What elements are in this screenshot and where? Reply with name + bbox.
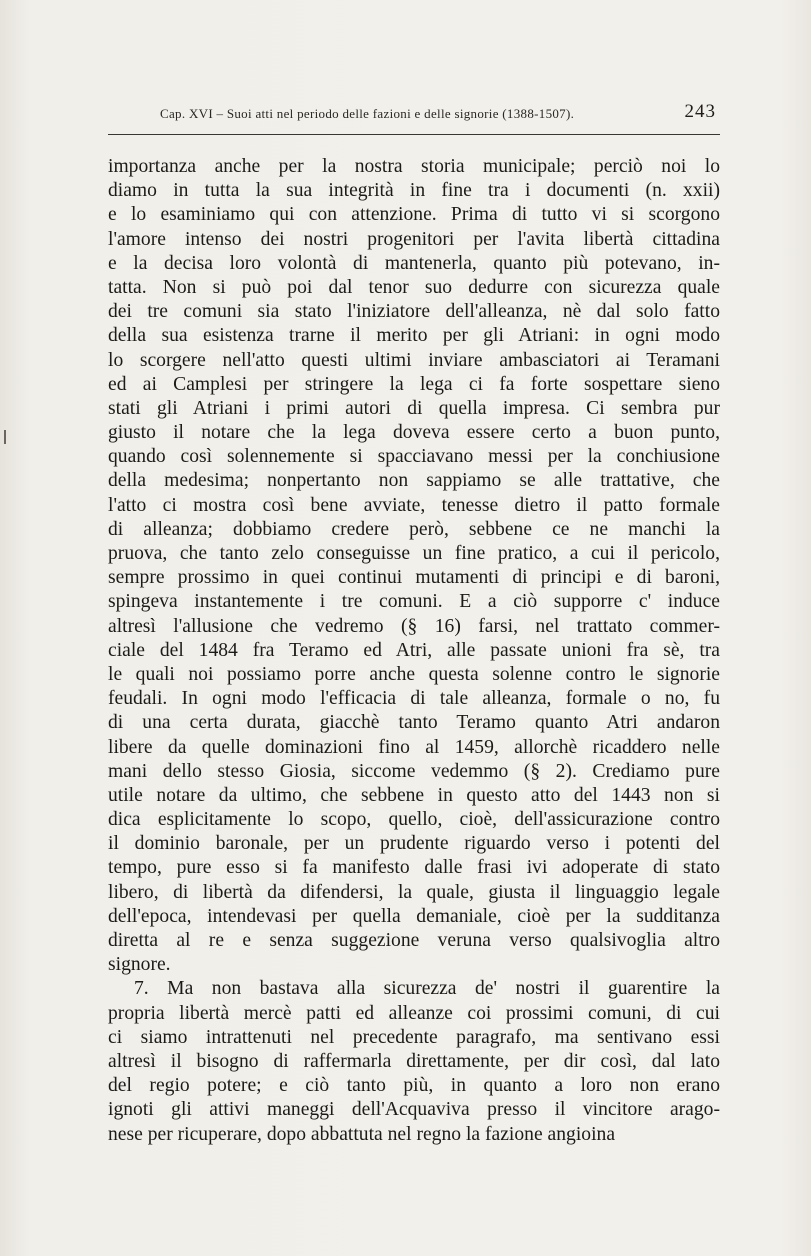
text-line: e lo esaminiamo qui con attenzione. Prima di tutto vi si scorgono — [108, 204, 720, 226]
text-line: signore. — [108, 954, 171, 976]
text-line: lo scorgere nell'atto questi ultimi inviare ambasciatori ai Teramani — [108, 349, 720, 371]
margin-mark — [4, 430, 6, 444]
text-line: quando così solennemente si spacciavano messi per la conchiusione — [108, 446, 720, 468]
text-line: propria libertà mercè patti ed alleanze coi prossimi comuni, di cui — [108, 1002, 720, 1024]
text-line: della sua esistenza trarne il merito per gli Atriani: in ogni modo — [108, 325, 720, 347]
text-line: ciale del 1484 fra Teramo ed Atri, alle passate unioni fra sè, tra — [108, 639, 720, 661]
page-number: 243 — [684, 101, 716, 122]
text-line: l'atto ci mostra così bene avviate, tenesse dietro il patto formale — [108, 494, 720, 516]
text-line: di alleanza; dobbiamo credere però, sebbene ce ne manchi la — [108, 518, 720, 540]
running-head: Cap. XVI – Suoi atti nel periodo delle fazioni e delle signorie (1388-1507). — [160, 106, 575, 121]
text-line: libere da quelle dominazioni fino al 1459, allorchè ricaddero nelle — [108, 736, 720, 758]
text-line: 7. Ma non bastava alla sicurezza de' nostri il guarentire la — [134, 978, 720, 1000]
text-line: diamo in tutta la sua integrità in fine tra i documenti (n. xxii) — [108, 180, 720, 202]
text-line: nese per ricuperare, dopo abbattuta nel regno la fazione angioina — [108, 1123, 616, 1145]
text-line: sempre prossimo in quei continui mutamenti di principi e di baroni, — [108, 567, 720, 589]
text-line: dica esplicitamente lo scopo, quello, cioè, dell'assicurazione contro — [108, 809, 720, 831]
text-line: altresì il bisogno di raffermarla direttamente, per dir così, dal lato — [108, 1050, 720, 1072]
text-line: tatta. Non si può poi dal tenor suo dedurre con sicurezza quale — [108, 276, 720, 298]
text-line: della medesima; nonpertanto non sappiamo se alle trattative, che — [108, 470, 720, 492]
page-header — [108, 103, 720, 129]
text-line: l'amore intenso dei nostri progenitori per l'avita libertà cittadina — [108, 228, 720, 250]
text-line: stati gli Atriani i primi autori di quella impresa. Ci sembra pur — [108, 397, 720, 419]
text-line: ignoti gli attivi maneggi dell'Acquaviva presso il vincitore arago- — [108, 1099, 720, 1121]
text-line: diretta al re e senza suggezione veruna verso qualsivoglia altro — [108, 930, 720, 951]
text-line: ci siamo intrattenuti nel precedente paragrafo, ma sentivano essi — [108, 1026, 720, 1048]
text-line: del regio potere; e ciò tanto più, in quanto a loro non erano — [108, 1075, 720, 1097]
text-line: pruova, che tanto zelo conseguisse un fine pratico, a cui il pericolo, — [108, 543, 720, 564]
text-line: mani dello stesso Giosia, siccome vedemmo (§ 2). Crediamo pure — [108, 760, 720, 782]
text-line: dell'epoca, intendevasi per quella demaniale, cioè per la sudditanza — [108, 905, 720, 927]
header-rule — [108, 134, 720, 135]
text-line: libero, di libertà da difendersi, la quale, giusta il linguaggio legale — [108, 881, 720, 903]
text-line: di una certa durata, giacchè tanto Teramo quanto Atri andaron — [108, 712, 720, 734]
text-line: feudali. In ogni modo l'efficacia di tale alleanza, formale o no, fu — [108, 688, 720, 710]
text-line: il dominio baronale, per un prudente riguardo verso i potenti del — [108, 833, 720, 855]
text-line: importanza anche per la nostra storia municipale; perciò noi lo — [108, 156, 720, 177]
text-line: e la decisa loro volontà di mantenerla, quanto più potevano, in- — [108, 252, 720, 274]
text-line: giusto il notare che la lega doveva essere certo a buon punto, — [108, 422, 720, 444]
text-line: spingeva instantemente i tre comuni. E a ciò supporre c' induce — [108, 591, 720, 613]
text-line: ed ai Camplesi per stringere la lega ci fa forte sospettare sieno — [108, 373, 720, 395]
text-line: altresì l'allusione che vedremo (§ 16) farsi, nel trattato commer- — [108, 615, 720, 637]
text-line: utile notare da ultimo, che sebbene in questo atto del 1443 non si — [108, 784, 720, 806]
text-line: tempo, pure esso si fa manifesto dalle frasi ivi adoperate di stato — [108, 857, 720, 879]
body-text — [108, 155, 720, 1147]
text-line: dei tre comuni sia stato l'iniziatore dell'alleanza, nè dal solo fatto — [108, 301, 720, 323]
text-line: le quali noi possiamo porre anche questa solenne contro le signorie — [108, 663, 720, 685]
